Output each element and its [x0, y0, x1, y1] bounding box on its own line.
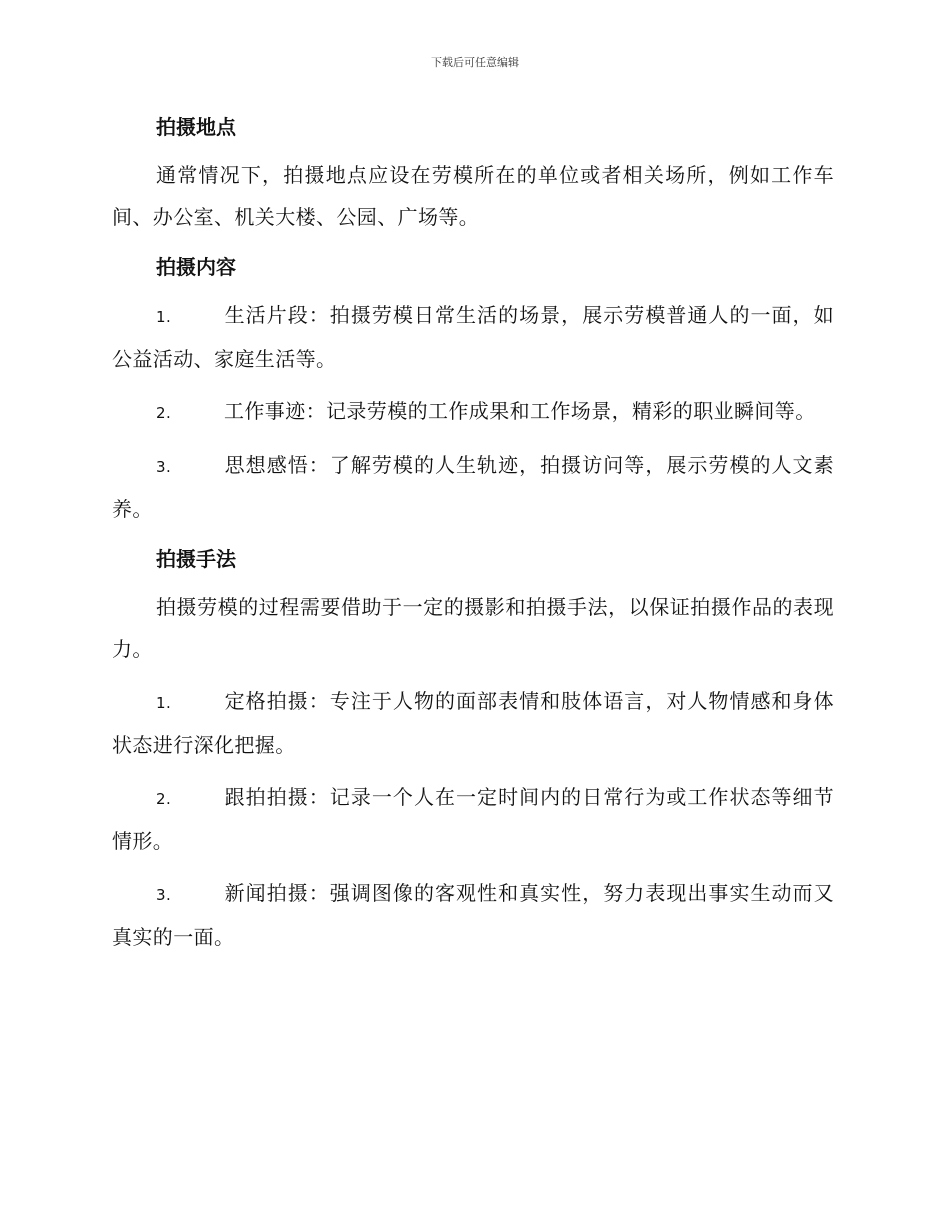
- list-item: [112, 776, 834, 862]
- list-text: 生活片段：拍摄劳模日常生活的场景，展示劳模普通人的一面，如公益活动、家庭生活等。: [112, 303, 834, 371]
- list-item: [112, 680, 834, 766]
- section-heading-location: 拍摄地点: [156, 115, 236, 139]
- technique-paragraph: 拍摄劳模的过程需要借助于一定的摄影和拍摄手法，以保证拍摄作品的表现力。: [112, 595, 834, 661]
- list-number: 2.: [156, 790, 172, 808]
- location-paragraph: 通常情况下，拍摄地点应设在劳模所在的单位或者相关场所，例如工作车间、办公室、机关大楼、公园、广场等。: [112, 163, 834, 229]
- list-item: [112, 872, 834, 958]
- list-number: 3.: [156, 458, 172, 476]
- section-heading-technique: 拍摄手法: [156, 547, 236, 571]
- list-number: 2.: [156, 404, 172, 422]
- list-text: 定格拍摄：专注于人物的面部表情和肢体语言，对人物情感和身体状态进行深化把握。: [112, 689, 834, 757]
- list-number: 1.: [156, 694, 172, 712]
- section-heading-content: 拍摄内容: [156, 255, 236, 279]
- list-text: 新闻拍摄：强调图像的客观性和真实性，努力表现出事实生动而又真实的一面。: [112, 881, 834, 949]
- document-body: [112, 108, 834, 958]
- list-text: 思想感悟：了解劳模的人生轨迹，拍摄访问等，展示劳模的人文素养。: [112, 453, 834, 521]
- list-item: [112, 390, 834, 434]
- list-text: 工作事迹：记录劳模的工作成果和工作场景，精彩的职业瞬间等。: [224, 399, 816, 423]
- list-item: [112, 294, 834, 380]
- list-item: [112, 444, 834, 530]
- list-text: 跟拍拍摄：记录一个人在一定时间内的日常行为或工作状态等细节情形。: [112, 785, 834, 853]
- list-number: 3.: [156, 886, 172, 904]
- list-number: 1.: [156, 308, 172, 326]
- page-header: 下载后可任意编辑: [431, 56, 519, 69]
